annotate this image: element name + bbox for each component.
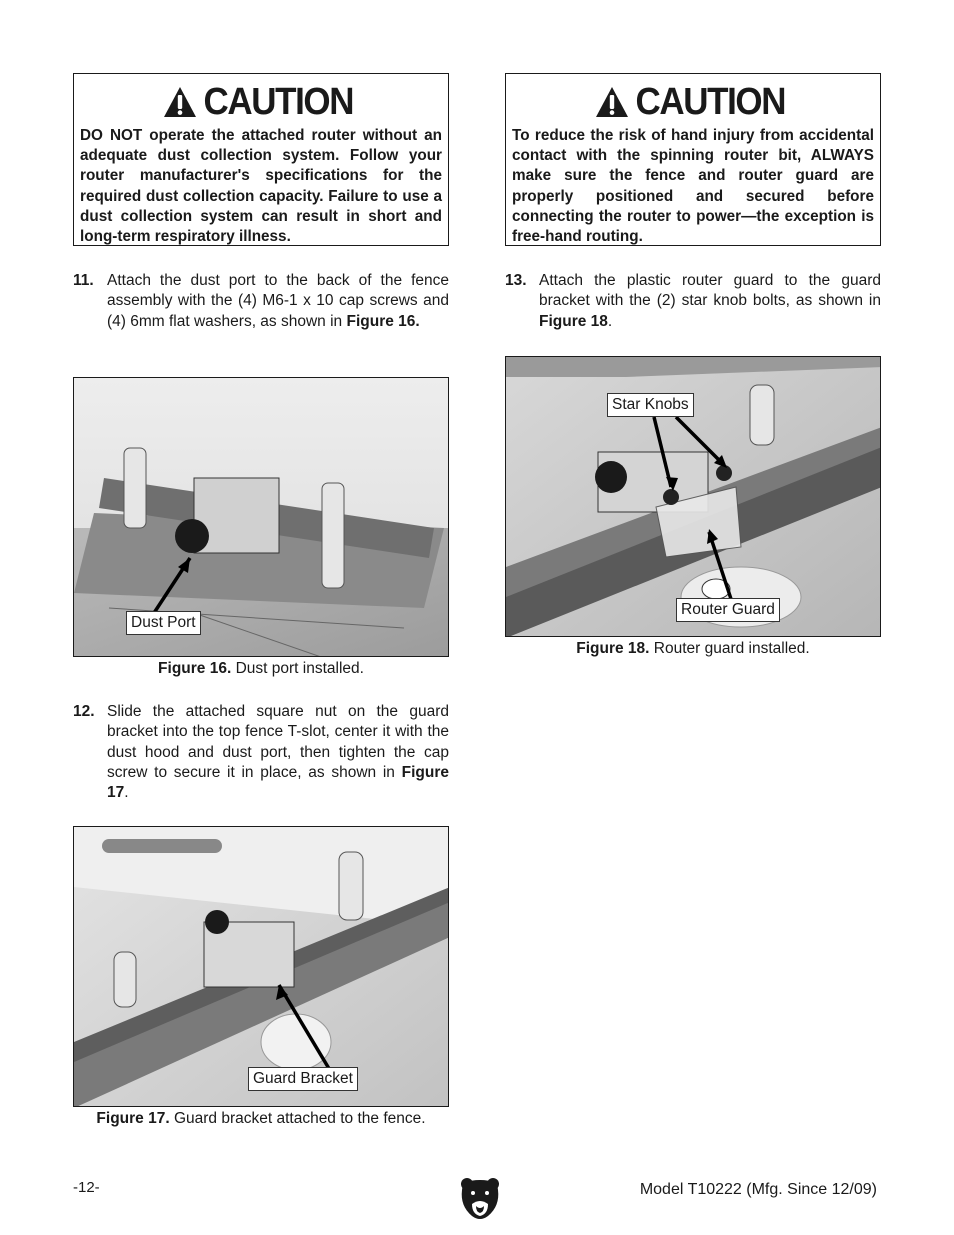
- step-body: Attach the dust port to the back of the fence assembly with the (4) M6-1 x 10 cap screws and (4) 6mm flat washers, as shown in: [107, 272, 449, 330]
- figure-label: Figure 18.: [576, 640, 650, 657]
- caution-heading: CAUTION: [635, 81, 785, 123]
- guard-bracket-photo-illustration: [74, 827, 449, 1107]
- figure-reference: Figure 18: [539, 312, 608, 330]
- step-number: 12.: [73, 703, 95, 720]
- caution-header: [512, 80, 874, 124]
- step-number: 11.: [73, 272, 94, 289]
- figure-caption-text: Router guard installed.: [649, 640, 810, 657]
- step-11: [73, 271, 449, 332]
- step-number: 13.: [505, 272, 527, 289]
- callout-star-knobs: Star Knobs: [607, 393, 694, 417]
- callout-guard-bracket: Guard Bracket: [248, 1067, 358, 1091]
- step-text: [107, 702, 449, 803]
- figure-reference: Figure 17: [107, 763, 449, 802]
- caution-heading: CAUTION: [203, 81, 353, 123]
- step-body: Attach the plastic router guard to the guard bracket with the (2) star knob bolts, as shown in: [539, 272, 881, 310]
- figure-caption-text: Dust port installed.: [231, 660, 364, 677]
- step-tail: .: [124, 784, 129, 802]
- grizzly-bear-logo-icon: [458, 1176, 502, 1222]
- figure-label: Figure 16.: [158, 660, 232, 677]
- caution-box-hand-injury: [505, 73, 881, 246]
- figure-18-caption: [505, 640, 881, 658]
- figure-16-photo: [73, 377, 449, 657]
- callout-router-guard: Router Guard: [676, 598, 780, 622]
- warning-triangle-icon: [163, 86, 197, 118]
- figure-caption-text: Guard bracket attached to the fence.: [169, 1110, 426, 1127]
- caution-text: To reduce the risk of hand injury from accidental contact with the spinning router bit, ALWAYS make sure the fence and router guard are properly positioned and secured before connecting the router to power—the exception is free-hand routing.: [512, 127, 874, 246]
- step-text: [107, 271, 449, 332]
- figure-reference: Figure 16.: [346, 312, 420, 330]
- caution-text: DO NOT operate the attached router without an adequate dust collection system. Follow your router manufacturer's specifications for the required dust collection capacity. Failure to use a dust collection system can result in short and long-term respiratory illness.: [80, 127, 442, 246]
- step-body: Slide the attached square nut on the guard bracket into the top fence T-slot, center it with the dust hood and dust port, then tighten the cap screw to secure it in place, as shown in: [107, 703, 449, 781]
- step-tail: .: [607, 312, 613, 330]
- caution-box-dust-collection: [73, 73, 449, 246]
- figure-16-caption: [73, 660, 449, 678]
- step-text: [539, 271, 881, 332]
- caution-header: [80, 80, 442, 124]
- figure-17-caption: [73, 1110, 449, 1128]
- model-info: Model T10222 (Mfg. Since 12/09): [639, 1181, 877, 1198]
- figure-18-photo: [505, 356, 881, 637]
- figure-17-photo: [73, 826, 449, 1107]
- page-number: -12-: [73, 1179, 100, 1196]
- callout-dust-port: Dust Port: [126, 611, 201, 635]
- step-12: [73, 702, 449, 803]
- step-13: [505, 271, 881, 332]
- warning-triangle-icon: [595, 86, 629, 118]
- figure-label: Figure 17.: [96, 1110, 170, 1127]
